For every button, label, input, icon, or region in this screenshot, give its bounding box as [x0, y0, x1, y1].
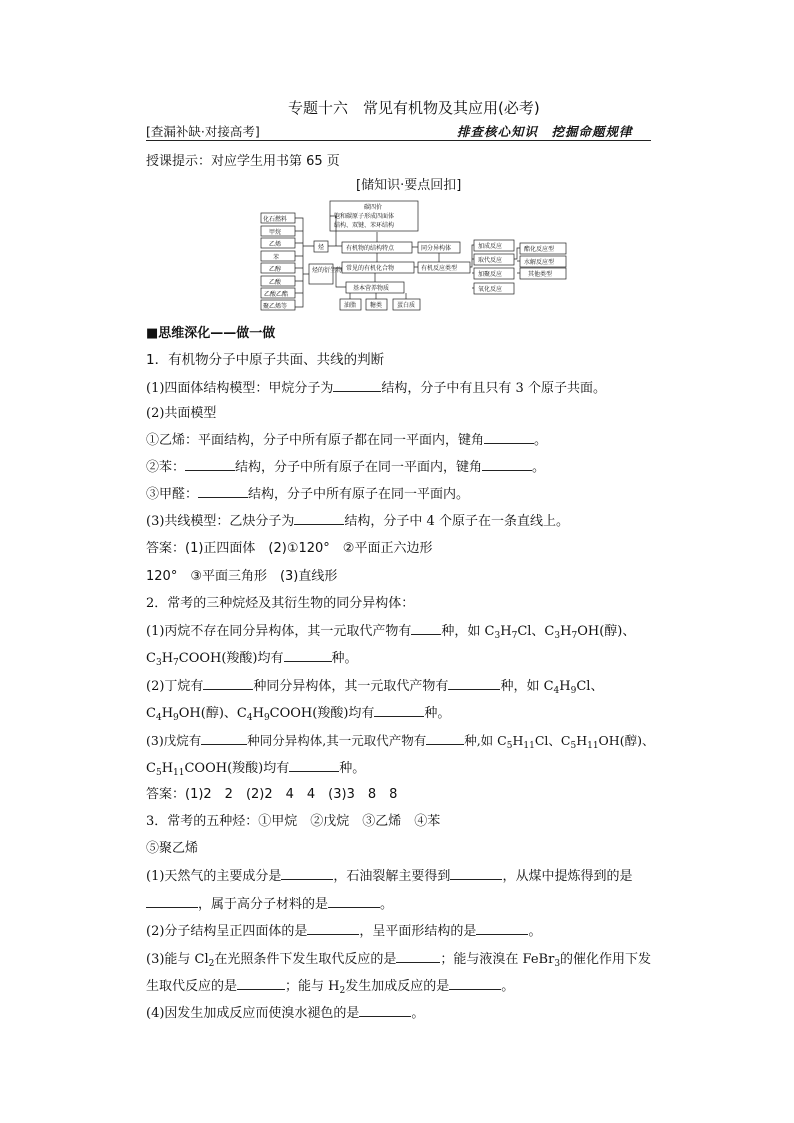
q2-line: $C_3H_7COOH$(羧酸)均有 种。: [146, 651, 358, 668]
answer-blank[interactable]: [237, 977, 285, 990]
answer-blank[interactable]: [289, 759, 339, 772]
answer-blank[interactable]: [328, 895, 380, 908]
diagram-label: 基本营养物质: [353, 285, 390, 292]
answer-blank[interactable]: [396, 950, 440, 963]
diagram-label: 化石燃料: [263, 216, 288, 223]
q1-line: ②苯： 结构，分子中所有原子在同一平面内，键角 。: [146, 460, 546, 475]
q1-line: (2)共面模型: [146, 406, 217, 421]
diagram-label: 加成反应: [478, 243, 503, 250]
diagram-label: 水解反应型: [524, 259, 555, 266]
diagram-label: 有机物的结构特点: [346, 245, 395, 252]
think-heading: ■思维深化——做一做: [146, 326, 276, 341]
diagram-label: 碳四价: [364, 204, 383, 211]
q2-line: $C_4H_9OH$(醇)、$C_4H_9COOH$(羧酸)均有 种。: [146, 706, 451, 723]
diagram-label: 常见的有机化合物: [346, 265, 395, 272]
answer-blank[interactable]: [426, 732, 464, 745]
diagram-label: 糖类: [370, 302, 383, 309]
answer-blank[interactable]: [201, 732, 247, 745]
answer-blank[interactable]: [284, 649, 332, 662]
q3-line: ⑤聚乙烯: [146, 841, 199, 856]
q3-line: (3)能与 $Cl_2$在光照条件下发生取代反应的是 ；能与液溴在 FeBr$_3$的催化作用下发: [146, 952, 652, 969]
diagram-label: 烃的衍生物: [312, 267, 343, 274]
diagram-label: 乙烯: [269, 241, 282, 248]
q3-line: (1)天然气的主要成分是 ，石油裂解主要得到 ，从煤中提炼得到的是: [146, 869, 633, 884]
diagram-label: 烃: [318, 244, 325, 251]
diagram-label: 同分异构体: [421, 245, 452, 252]
answer-blank[interactable]: [484, 431, 534, 444]
q1-line: ③甲醛： 结构，分子中所有原子在同一平面内。: [146, 487, 470, 502]
answer-blank[interactable]: [198, 485, 248, 498]
answer-blank[interactable]: [482, 458, 532, 471]
diagram-label: 其他类型: [528, 271, 553, 278]
answer-blank[interactable]: [333, 379, 381, 392]
q1-answer: 答案：(1)正四面体 (2)①120° ②平面正六边形: [146, 541, 433, 556]
answer-blank[interactable]: [185, 458, 235, 471]
diagram-label: 结构、双键、苯环结构: [334, 222, 395, 229]
diagram-label: 乙酸: [269, 279, 282, 286]
q3-line: (4)因发生加成反应而使溴水褪色的是 。: [146, 1006, 425, 1021]
q3-line: 生取代反应的是 ；能与 $H_2$发生加成反应的是 。: [146, 979, 515, 996]
q1-line: (1)四面体结构模型：甲烷分子为 结构，分子中有且只有 3 个原子共面。: [146, 381, 606, 396]
section-heading: [储知识·要点回扣]: [356, 178, 462, 193]
diagram-label: 酯化反应型: [524, 246, 555, 253]
q2-line: (2)丁烷有 种同分异构体，其一元取代产物有 种，如 $C_4H_9Cl$、: [146, 679, 604, 696]
answer-blank[interactable]: [294, 512, 344, 525]
q1-heading: 1．有机物分子中原子共面、共线的判断: [146, 352, 385, 368]
diagram-label: 氧化反应: [478, 286, 503, 293]
q3-line: (2)分子结构呈正四面体的是 ，呈平面形结构的是 。: [146, 924, 542, 939]
answer-blank[interactable]: [146, 895, 198, 908]
answer-blank[interactable]: [411, 622, 441, 635]
q2-heading: 2．常考的三种烷烃及其衍生物的同分异构体：: [146, 596, 415, 611]
diagram-label: 甲烷: [269, 229, 282, 236]
diagram-label: 油脂: [344, 302, 357, 309]
answer-blank[interactable]: [448, 677, 500, 690]
header-rule: [146, 140, 651, 141]
teaching-tip: 授课提示：对应学生用书第 65 页: [146, 154, 340, 169]
diagram-label: 蛋白质: [397, 302, 416, 309]
q2-line: (3)戊烷有 种同分异构体,其一元取代产物有 种,如 $C_5H_{11}Cl$、$C_5H_{11}OH$(醇)、: [146, 733, 655, 751]
answer-blank[interactable]: [450, 867, 502, 880]
q2-answer: 答案：(1)2 2 (2)2 4 4 (3)3 8 8: [146, 787, 398, 802]
answer-blank[interactable]: [374, 704, 424, 717]
q3-heading: 3．常考的五种烃：①甲烷 ②戊烷 ③乙烯 ④苯: [146, 814, 441, 829]
diagram-label: 苯: [273, 254, 280, 261]
diagram-label: 加聚反应: [478, 271, 503, 278]
answer-blank[interactable]: [307, 922, 359, 935]
page-title: 专题十六 常见有机物及其应用(必考): [288, 99, 540, 117]
diagram-label: 乙醇: [269, 266, 282, 273]
header-left: [查漏补缺·对接高考]: [146, 124, 260, 139]
answer-blank[interactable]: [359, 1004, 411, 1017]
q1-line: (3)共线模型：乙炔分子为 结构，分子中 4 个原子在一条直线上。: [146, 514, 569, 529]
diagram-label: 取代反应: [478, 257, 503, 264]
q2-line: $C_5H_{11}COOH$(羧酸)均有 种。: [146, 761, 366, 778]
answer-blank[interactable]: [203, 677, 253, 690]
q1-line: ①乙烯：平面结构，分子中所有原子都在同一平面内，键角 。: [146, 433, 548, 448]
q3-line: ，属于高分子材料的是 。: [146, 895, 393, 913]
answer-blank[interactable]: [449, 977, 501, 990]
diagram-label: 乙酸乙酯: [264, 291, 289, 298]
diagram-label: 饱和碳原子形成四面体: [334, 213, 395, 220]
concept-diagram: [258, 196, 578, 314]
answer-blank[interactable]: [281, 867, 333, 880]
q2-line: (1)丙烷不存在同分异构体，其一元取代产物有 种，如 $C_3H_7Cl$、$C_3H_7OH$(醇)、: [146, 624, 636, 641]
diagram-label: 有机反应类型: [421, 265, 458, 272]
header-right: 排查核心知识 挖掘命题规律: [457, 124, 633, 139]
q1-answer: 120° ③平面三角形 (3)直线形: [146, 569, 338, 584]
answer-blank[interactable]: [476, 922, 528, 935]
diagram-label: 聚乙烯等: [263, 303, 288, 310]
